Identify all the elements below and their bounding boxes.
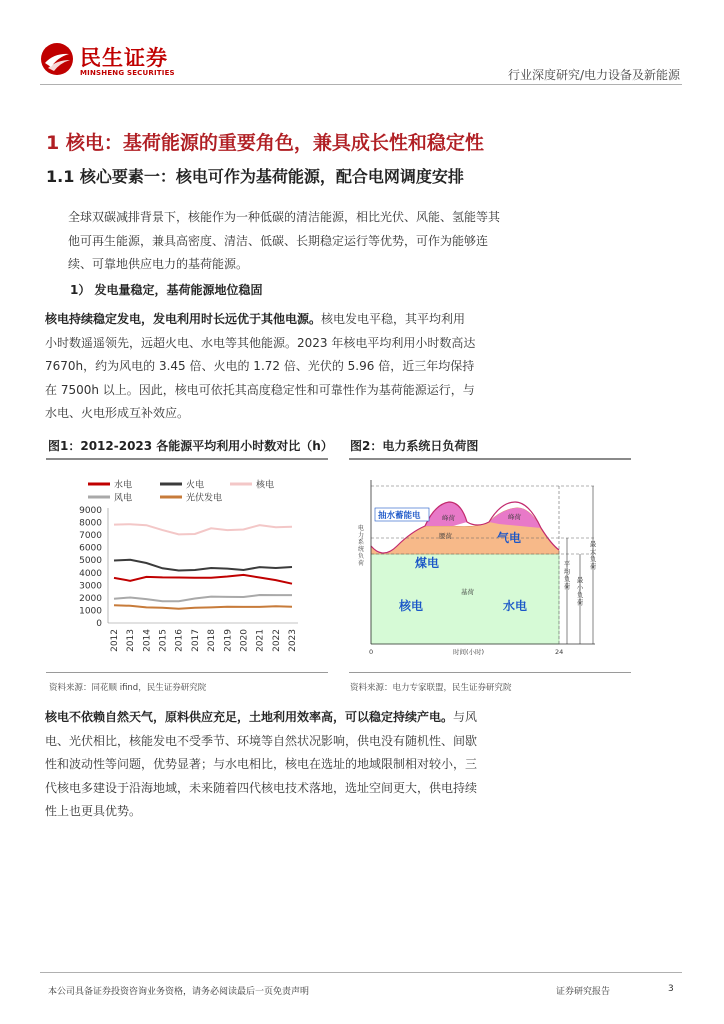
hydro-label: 水电 [503,599,528,613]
x-tick-label: 2014 [142,629,153,652]
company-logo [40,42,190,80]
figure1-title: 图1：2012-2023 各能源平均利用小时数对比（h） [48,439,333,453]
y-axis-label: 统 [357,546,365,553]
legend-label: 风电 [114,493,133,504]
advantages-body: 与风电、光伏相比，核能发电不受季节、环境等自然状况影响，供电没有随机性、间歇性和波动性等问题，优势显著；与水电相比，核电在选址的地域限制相对较小，三代核电多建设于沿海地域，未来随着四代核电技术落地，选址空间更大，供电持续性上也更具优势。 [45,710,478,818]
stability-paragraph [45,308,477,426]
x-tick-label: 2018 [207,629,218,652]
max-load-label: 荷 [589,562,597,571]
x-tick-label: 2017 [190,629,201,652]
subsection-heading: 1.1 核心要素一：核电可作为基荷能源，配合电网调度安排 [46,167,464,186]
y-axis-label: 荷 [357,560,365,567]
figure1-source: 资料来源：同花顺 ifind，民生证券研究院 [49,683,207,693]
x-axis-label: 时间(小时) [453,648,485,656]
series-line [114,524,292,534]
peak2-label: 峰荷 [508,513,521,521]
y-axis-label: 力 [357,532,365,539]
footer-divider [40,972,682,973]
x-tick-label: 2022 [271,629,282,652]
figure2-title: 图2：电力系统日负荷图 [350,439,479,453]
figure2-bottom-rule [349,672,631,673]
avg-load-label: 负 [563,575,571,583]
coal-label: 煤电 [415,556,440,570]
avg-load-label: 荷 [563,582,571,591]
avg-load-label: 平 [563,560,571,568]
figure1-top-rule [46,458,328,460]
y-axis-label: 负 [357,553,365,560]
series-line [114,595,292,601]
pumped-storage-label: 抽水蓄能电 [378,511,421,521]
logo-english-name: MINSHENG SECURITIES [80,69,175,77]
minsheng-logo-icon [40,42,74,76]
advantages-paragraph [45,706,480,824]
x-tick-label: 2012 [110,629,120,652]
page-number: 3 [668,984,674,994]
x-tick-label: 2013 [126,629,137,652]
utilization-hours-line-chart [46,462,328,670]
min-load-label: 荷 [576,598,584,607]
legend-label: 水电 [114,480,133,491]
x-tick-label: 2019 [223,629,234,652]
peak1-label: 峰荷 [442,514,455,522]
x-tick-label: 2016 [174,629,185,652]
y-tick-label: 4000 [79,568,102,579]
figure1-bottom-rule [46,672,328,673]
y-tick-label: 0 [96,619,102,629]
max-load-label: 大 [589,547,597,556]
legend-label: 光伏发电 [186,493,223,504]
figure2-top-rule [349,458,631,460]
waist-label: 腰荷 [439,532,452,540]
x0-label: 0 [369,648,374,656]
y-tick-label: 5000 [79,556,102,567]
logo-chinese-name: 民生证券 [80,46,168,70]
x-tick-label: 2015 [158,629,169,652]
legend-label: 火电 [186,480,205,491]
legend-label: 核电 [256,480,275,491]
gas-label: 气电 [497,531,522,545]
min-load-label: 小 [576,583,584,592]
intro-paragraph: 全球双碳减排背景下，核能作为一种低碳的清洁能源，相比光伏、风能、氢能等其他可再生能源，兼具高密度、清洁、低碳、长期稳定运行等优势，可作为能够连续、可靠地供应电力的基荷能源。 [68,210,501,271]
y-axis-label: 系 [357,539,365,546]
base-label: 基荷 [461,588,474,596]
y-tick-label: 3000 [79,581,102,592]
series-line [114,575,292,584]
footer-disclaimer: 本公司具备证券投资咨询业务资格，请务必阅读最后一页免责声明 [48,987,310,997]
stability-body: 核电发电平稳，其平均利用小时数遥遥领先，远超火电、水电等其他能源。2023 年核电平均利用小时数高达 7670h，约为风电的 3.45 倍、火电的 1.72 倍、光伏的 5.96 倍，近三年均保持在 7500h 以上。因此，核电可依托其高度稳定性和可靠性作为基荷能源运行，与水电、火电形成互补效应。 [45,312,476,420]
min-load-label: 负 [576,591,584,599]
y-tick-label: 8000 [79,518,102,529]
max-load-label: 最 [589,540,597,548]
x-tick-label: 2023 [288,629,298,652]
series-line [114,605,292,609]
avg-load-label: 均 [563,567,571,576]
x24-label: 24 [555,648,564,656]
max-load-label: 负 [589,555,597,563]
point-heading: 1） 发电量稳定，基荷能源地位稳固 [70,283,263,297]
y-tick-label: 2000 [79,593,102,604]
header-divider [40,84,682,85]
nuclear-label: 核电 [399,599,424,613]
advantages-lead: 核电不依赖自然天气，原料供应充足，土地利用效率高，可以稳定持续产电。 [45,710,454,724]
stability-lead: 核电持续稳定发电，发电利用时长远优于其他电源。 [45,312,322,326]
y-tick-label: 1000 [79,606,102,617]
report-category: 行业深度研究/电力设备及新能源 [507,68,680,82]
series-line [114,560,292,571]
y-tick-label: 7000 [79,531,102,542]
y-tick-label: 6000 [79,543,102,554]
daily-load-diagram [349,462,631,670]
section-heading: 1 核电：基荷能源的重要角色，兼具成长性和稳定性 [46,132,484,154]
min-load-label: 最 [576,576,584,584]
y-axis-label: 电 [357,525,365,532]
x-tick-label: 2020 [239,629,250,652]
footer-report-type: 证券研究报告 [556,987,611,997]
figure2-source: 资料来源：电力专家联盟，民生证券研究院 [350,683,512,693]
x-tick-label: 2021 [255,629,266,652]
y-tick-label: 9000 [79,506,102,516]
